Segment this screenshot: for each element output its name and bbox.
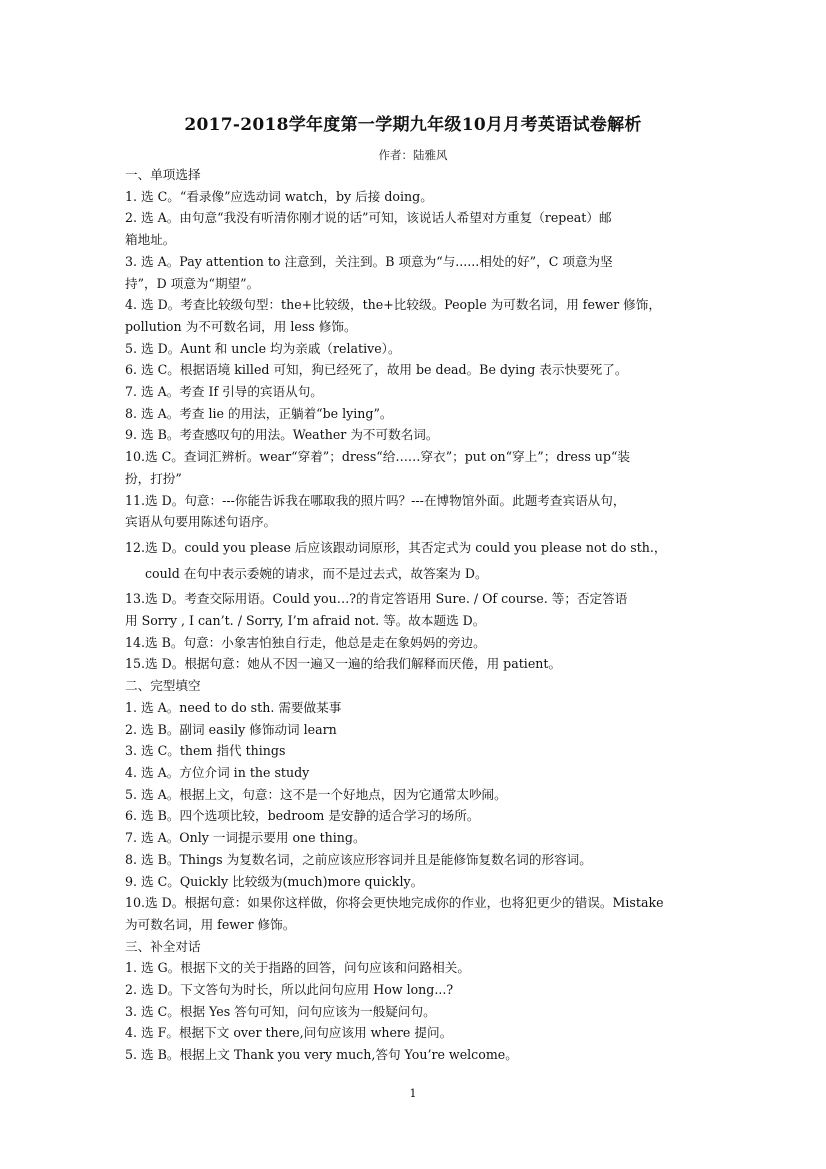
answer-line: 宾语从句要用陈述句语序。 [125, 514, 277, 530]
answer-line: 6. 选 B。四个选项比较，bedroom 是安静的适合学习的场所。 [125, 808, 480, 824]
answer-line: 2. 选 D。下文答句为时长，所以此问句应用 How long...? [125, 982, 454, 998]
answer-line: 1. 选 C。“看录像”应选动词 watch，by 后接 doing。 [125, 188, 433, 204]
document-body [125, 164, 703, 1066]
answer-line: could 在句中表示委婉的请求，而不是过去式，故答案为 D。 [145, 565, 488, 581]
answer-line: 11.选 D。句意：---你能告诉我在哪取我的照片吗？---在博物馆外面。此题考查宾语从句， [125, 492, 626, 508]
answer-line: 5. 选 A。根据上文，句意：这不是一个好地点，因为它通常太吵闹。 [125, 786, 507, 802]
section-heading: 三、补全对话 [125, 938, 201, 954]
answer-line: 为可数名词，用 fewer 修饰。 [125, 916, 296, 932]
answer-line: 2. 选 A。由句意“我没有听清你刚才说的话”可知，该说话人希望对方重复（repeat）邮 [125, 210, 612, 226]
answer-line: 1. 选 G。根据下文的关于指路的回答，问句应该和问路相关。 [125, 960, 470, 976]
answer-line: 4. 选 A。方位介词 in the study [125, 764, 310, 780]
answer-line: 15.选 D。根据句意：她从不因一遍又一遍的给我们解释而厌倦，用 patient。 [125, 656, 562, 672]
answer-line: 13.选 D。考查交际用语。Could you…?的肯定答语用 Sure. / Of course. 等；否定答语 [125, 591, 628, 607]
answer-line: 12.选 D。could you please 后应该跟动词原形，其否定式为 could you please not do sth.， [125, 539, 667, 555]
answer-line: pollution 为不可数名词，用 less 修饰。 [125, 318, 357, 334]
answer-line: 9. 选 C。Quickly 比较级为(much)more quickly。 [125, 873, 424, 889]
answer-line: 2. 选 B。副词 easily 修饰动词 learn [125, 721, 337, 737]
answer-line: 7. 选 A。Only 一词提示要用 one thing。 [125, 830, 366, 846]
section-heading: 二、完型填空 [125, 678, 201, 694]
answer-line: 1. 选 A。need to do sth. 需要做某事 [125, 699, 342, 715]
answer-line: 14.选 B。句意：小象害怕独自行走，他总是走在象妈妈的旁边。 [125, 634, 486, 650]
answer-line: 8. 选 B。Things 为复数名词，之前应该应形容词并且是能修饰复数名词的形容词。 [125, 851, 592, 867]
answer-line: 3. 选 C。them 指代 things [125, 743, 286, 759]
document-title: 2017-2018学年度第一学期九年级10月月考英语试卷解析 [184, 115, 642, 135]
answer-line: 箱地址。 [125, 232, 176, 248]
section-heading: 一、单项选择 [125, 167, 201, 182]
answer-line: 3. 选 A。Pay attention to 注意到，关注到。B 项意为“与......相处的好”，C 项意为坚 [125, 253, 613, 269]
answer-line: 5. 选 B。根据上文 Thank you very much,答句 You’re welcome。 [125, 1047, 518, 1063]
answer-line: 7. 选 A。考查 If 引导的宾语从句。 [125, 384, 323, 400]
answer-line: 扮，打扮” [125, 470, 182, 486]
section-dialogue [125, 936, 703, 1066]
page-number: 1 [409, 1087, 417, 1100]
author-line: 作者：陆雅风 [378, 148, 448, 162]
answer-line: 8. 选 A。考查 lie 的用法，正躺着“be lying”。 [125, 405, 393, 421]
answer-line: 5. 选 D。Aunt 和 uncle 均为亲戚（relative）。 [125, 340, 401, 356]
answer-line: 用 Sorry , I can’t. / Sorry, I’m afraid not. 等。故本题选 D。 [125, 613, 486, 629]
answer-line: 4. 选 D。考查比较级句型：the+比较级，the+比较级。People 为可数名词，用 fewer 修饰， [125, 297, 661, 313]
answer-line: 9. 选 B。考查感叹句的用法。Weather 为不可数名词。 [125, 427, 439, 443]
section-single-choice [125, 164, 703, 675]
section-cloze [125, 675, 703, 935]
answer-line: 4. 选 F。根据下文 over there,问句应该用 where 提问。 [125, 1025, 453, 1041]
answer-line: 10.选 D。根据句意：如果你这样做，你将会更快地完成你的作业，也将犯更少的错误。Mistake [125, 895, 664, 911]
answer-line: 10.选 C。查词汇辨析。wear“穿着”；dress“给……穿衣”；put on“穿上”；dress up“装 [125, 449, 630, 465]
answer-line: 持”，D 项意为“期望”。 [125, 275, 260, 291]
answer-line: 6. 选 C。根据语境 killed 可知，狗已经死了，故用 be dead。Be dying 表示快要死了。 [125, 362, 628, 378]
answer-line: 3. 选 C。根据 Yes 答句可知，问句应该为一般疑问句。 [125, 1003, 436, 1019]
